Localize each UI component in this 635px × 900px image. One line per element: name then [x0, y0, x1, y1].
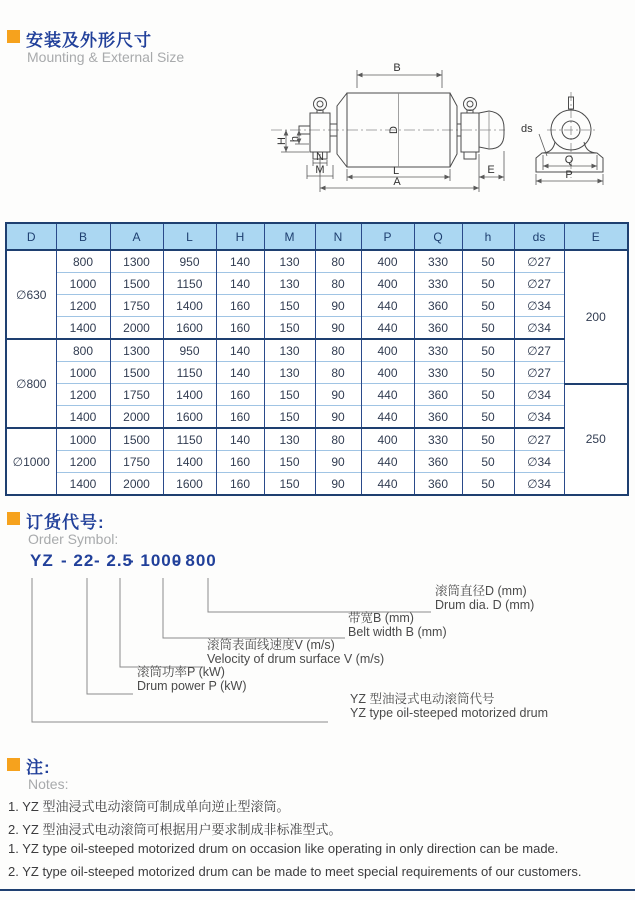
size-value-cell: ∅34 — [514, 384, 564, 406]
size-value-cell: 90 — [315, 384, 361, 406]
size-value-cell: 400 — [361, 362, 414, 384]
size-value-cell: ∅27 — [514, 250, 564, 273]
drum-diameter-cell: ∅1000 — [6, 428, 56, 495]
size-value-cell: 330 — [414, 339, 462, 362]
mounting-title-en: Mounting & External Size — [27, 49, 185, 65]
size-value-cell: 90 — [315, 295, 361, 317]
size-value-cell: 440 — [361, 451, 414, 473]
order-callout-label — [348, 611, 447, 639]
size-value-cell: 80 — [315, 273, 361, 295]
size-value-cell: 80 — [315, 339, 361, 362]
e-value-cell: 250 — [564, 384, 628, 496]
dimension-table — [5, 222, 629, 496]
notes-title-en: Notes: — [28, 776, 69, 792]
size-value-cell: 50 — [462, 317, 514, 340]
dim-label-d: D — [388, 126, 400, 134]
note-line: 1. YZ 型油浸式电动滚筒可制成单向逆止型滚筒。 — [8, 799, 290, 814]
drum-diameter-cell: ∅630 — [6, 250, 56, 339]
size-value-cell: 90 — [315, 473, 361, 496]
size-value-cell: 1500 — [110, 362, 163, 384]
size-value-cell: 140 — [216, 273, 264, 295]
column-header: P — [361, 223, 414, 250]
size-value-cell: 160 — [216, 317, 264, 340]
size-value-cell: 1200 — [56, 451, 110, 473]
table-row — [6, 295, 628, 317]
eyebolt-right — [464, 98, 477, 111]
dim-label-l: L — [392, 165, 400, 177]
size-value-cell: 360 — [414, 473, 462, 496]
dim-label-e: E — [487, 164, 495, 176]
size-value-cell: 330 — [414, 362, 462, 384]
size-value-cell: 950 — [163, 339, 216, 362]
bottom-rule — [0, 889, 635, 891]
callout-text-cn: 带宽B (mm) — [348, 611, 414, 625]
size-value-cell: 1750 — [110, 384, 163, 406]
size-value-cell: 150 — [264, 473, 315, 496]
table-row — [6, 273, 628, 295]
order-code-part: - 22 — [61, 551, 95, 570]
column-header: E — [564, 223, 628, 250]
size-value-cell: 140 — [216, 428, 264, 451]
pedestal-end-view — [521, 92, 603, 185]
size-value-cell: 50 — [462, 406, 514, 429]
size-value-cell: 130 — [264, 428, 315, 451]
size-value-cell: 1750 — [110, 295, 163, 317]
table-row — [6, 428, 628, 451]
note-line: 2. YZ 型油浸式电动滚筒可根据用户要求制成非标准型式。 — [8, 821, 342, 837]
column-header: L — [163, 223, 216, 250]
size-value-cell: 140 — [216, 339, 264, 362]
size-value-cell: ∅34 — [514, 451, 564, 473]
size-value-cell: 140 — [216, 250, 264, 273]
column-header: B — [56, 223, 110, 250]
dimension-drawing — [253, 58, 635, 218]
size-value-cell: 50 — [462, 339, 514, 362]
size-value-cell: 50 — [462, 273, 514, 295]
size-value-cell: 800 — [56, 339, 110, 362]
size-value-cell: 150 — [264, 406, 315, 429]
size-value-cell: 150 — [264, 295, 315, 317]
size-value-cell: 130 — [264, 273, 315, 295]
size-value-cell: 130 — [264, 250, 315, 273]
size-value-cell: 1000 — [56, 362, 110, 384]
size-value-cell: 80 — [315, 362, 361, 384]
callout-line — [163, 578, 345, 638]
order-callout-label — [207, 638, 384, 666]
size-value-cell: ∅34 — [514, 406, 564, 429]
size-value-cell: 90 — [315, 406, 361, 429]
section-bullet-order — [7, 512, 20, 525]
size-value-cell: 50 — [462, 295, 514, 317]
size-value-cell: 400 — [361, 273, 414, 295]
dim-label-p: P — [565, 169, 573, 181]
size-value-cell: 50 — [462, 384, 514, 406]
size-value-cell: 1500 — [110, 428, 163, 451]
size-value-cell: 330 — [414, 428, 462, 451]
order-code-part: - 2.5 — [94, 551, 134, 570]
size-value-cell: 1300 — [110, 250, 163, 273]
eyebolt-left — [314, 98, 327, 111]
size-value-cell: 130 — [264, 362, 315, 384]
size-value-cell: 330 — [414, 273, 462, 295]
size-value-cell: 400 — [361, 250, 414, 273]
size-value-cell: 1300 — [110, 339, 163, 362]
dim-label-ds: ds — [521, 123, 533, 135]
size-value-cell: 160 — [216, 295, 264, 317]
column-header: D — [6, 223, 56, 250]
column-header: N — [315, 223, 361, 250]
size-value-cell: 360 — [414, 317, 462, 340]
dim-label-h-cap: H — [276, 137, 288, 145]
size-value-cell: ∅27 — [514, 273, 564, 295]
size-value-cell: 80 — [315, 428, 361, 451]
table-row — [6, 362, 628, 384]
column-header: H — [216, 223, 264, 250]
order-code-part: - 1000 — [128, 551, 183, 570]
size-value-cell: ∅34 — [514, 317, 564, 340]
size-value-cell: 1400 — [163, 384, 216, 406]
order-callout-label — [350, 692, 548, 720]
callout-text-en: Drum dia. D (mm) — [435, 598, 535, 612]
section-bullet-notes — [7, 758, 20, 771]
size-value-cell: 1400 — [56, 473, 110, 496]
size-value-cell: 360 — [414, 384, 462, 406]
callout-text-cn: 滚筒直径D (mm) — [435, 584, 527, 598]
size-value-cell: 1000 — [56, 273, 110, 295]
dim-label-b: B — [393, 62, 401, 74]
size-value-cell: 140 — [216, 362, 264, 384]
size-value-cell: 400 — [361, 339, 414, 362]
size-value-cell: 1400 — [163, 451, 216, 473]
size-value-cell: 1750 — [110, 451, 163, 473]
table-row — [6, 473, 628, 496]
callout-line — [208, 578, 431, 612]
dim-label-h-small: h — [289, 135, 301, 143]
note-line: 2. YZ type oil-steeped motorized drum can be made to meet special requirements of our customers. — [8, 863, 582, 879]
table-row — [6, 406, 628, 429]
size-value-cell: 440 — [361, 317, 414, 340]
order-code-part: - 800 — [173, 551, 217, 570]
size-value-cell: ∅34 — [514, 473, 564, 496]
size-value-cell: 950 — [163, 250, 216, 273]
order-callout-label — [137, 665, 247, 693]
size-value-cell: 50 — [462, 451, 514, 473]
size-value-cell: 1200 — [56, 384, 110, 406]
callout-text-en: Velocity of drum surface V (m/s) — [207, 652, 385, 666]
callout-line — [120, 578, 203, 667]
size-value-cell: 800 — [56, 250, 110, 273]
table-row — [6, 339, 628, 362]
note-line: 1. YZ type oil-steeped motorized drum on occasion like operating in only direction can be made. — [8, 841, 559, 856]
notes-title-cn: 注: — [26, 758, 51, 777]
section-bullet-mounting — [7, 30, 20, 43]
dim-label-n: N — [316, 151, 324, 163]
dim-label-q: Q — [564, 154, 574, 166]
size-value-cell: 440 — [361, 295, 414, 317]
dim-label-m: M — [315, 164, 325, 176]
callout-text-en: YZ type oil-steeped motorized drum — [350, 706, 549, 720]
table-row — [6, 317, 628, 340]
column-header: h — [462, 223, 514, 250]
size-value-cell: 1500 — [110, 273, 163, 295]
mounting-title-cn: 安装及外形尺寸 — [26, 31, 152, 50]
column-header: ds — [514, 223, 564, 250]
size-value-cell: 440 — [361, 384, 414, 406]
size-value-cell: 80 — [315, 250, 361, 273]
drum-diameter-cell: ∅800 — [6, 339, 56, 428]
column-header: A — [110, 223, 163, 250]
table-row — [6, 384, 628, 406]
size-value-cell: ∅34 — [514, 295, 564, 317]
callout-line — [87, 578, 133, 694]
size-value-cell: 150 — [264, 451, 315, 473]
size-value-cell: 50 — [462, 473, 514, 496]
size-value-cell: 1400 — [56, 317, 110, 340]
size-value-cell: 1400 — [56, 406, 110, 429]
size-value-cell: 360 — [414, 295, 462, 317]
callout-text-cn: YZ 型油浸式电动滚筒代号 — [350, 692, 495, 706]
size-value-cell: 160 — [216, 406, 264, 429]
order-code-part: YZ — [30, 551, 54, 570]
size-value-cell: 150 — [264, 384, 315, 406]
size-value-cell: 440 — [361, 406, 414, 429]
size-value-cell: 360 — [414, 451, 462, 473]
order-title-cn: 订货代号: — [26, 513, 105, 532]
size-value-cell: 440 — [361, 473, 414, 496]
size-value-cell: 1600 — [163, 406, 216, 429]
size-value-cell: 1150 — [163, 273, 216, 295]
size-value-cell: 90 — [315, 451, 361, 473]
size-value-cell: 2000 — [110, 317, 163, 340]
callout-text-cn: 滚筒功率P (kW) — [137, 665, 225, 679]
size-value-cell: 130 — [264, 339, 315, 362]
size-value-cell: 360 — [414, 406, 462, 429]
size-value-cell: 1200 — [56, 295, 110, 317]
size-value-cell: 150 — [264, 317, 315, 340]
size-table-body — [6, 250, 628, 495]
size-value-cell: 2000 — [110, 406, 163, 429]
column-header: Q — [414, 223, 462, 250]
size-value-cell: 1000 — [56, 428, 110, 451]
size-value-cell: 90 — [315, 317, 361, 340]
table-row — [6, 250, 628, 273]
size-value-cell: ∅27 — [514, 362, 564, 384]
order-title-en: Order Symbol: — [28, 531, 119, 547]
dim-label-a: A — [393, 176, 401, 188]
size-value-cell: ∅27 — [514, 428, 564, 451]
table-row — [6, 451, 628, 473]
size-value-cell: 1600 — [163, 317, 216, 340]
size-value-cell: 2000 — [110, 473, 163, 496]
size-value-cell: 160 — [216, 451, 264, 473]
size-value-cell: 50 — [462, 428, 514, 451]
size-value-cell: 160 — [216, 384, 264, 406]
size-value-cell: 330 — [414, 250, 462, 273]
size-value-cell: 1150 — [163, 428, 216, 451]
size-value-cell: ∅27 — [514, 339, 564, 362]
table-header-row — [6, 223, 628, 250]
callout-text-cn: 滚筒表面线速度V (m/s) — [207, 638, 335, 652]
e-value-cell: 200 — [564, 250, 628, 384]
size-value-cell: 1150 — [163, 362, 216, 384]
order-callout-label — [435, 584, 534, 612]
callout-text-en: Belt width B (mm) — [348, 625, 447, 639]
size-value-cell: 1600 — [163, 473, 216, 496]
drum-side-view — [299, 93, 504, 167]
size-value-cell: 400 — [361, 428, 414, 451]
size-value-cell: 50 — [462, 250, 514, 273]
callout-text-en: Drum power P (kW) — [137, 679, 247, 693]
size-value-cell: 50 — [462, 362, 514, 384]
size-value-cell: 160 — [216, 473, 264, 496]
column-header: M — [264, 223, 315, 250]
size-value-cell: 1400 — [163, 295, 216, 317]
